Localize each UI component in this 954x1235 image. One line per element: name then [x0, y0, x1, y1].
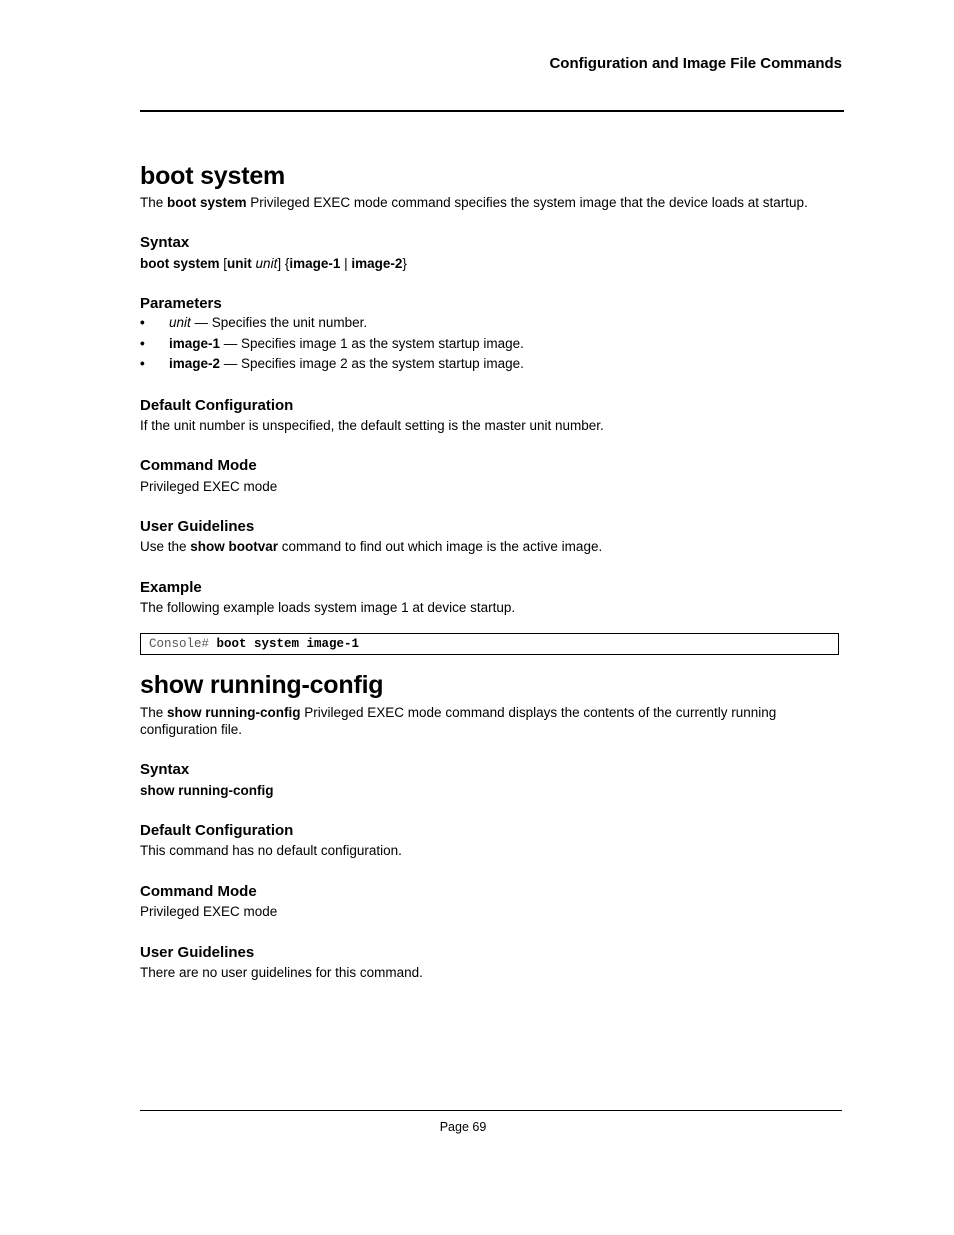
show-running-config-syntax: show running-config	[140, 783, 274, 798]
footer-rule	[140, 1110, 842, 1111]
running-header: Configuration and Image File Commands	[549, 55, 842, 72]
bullet-icon: •	[140, 356, 145, 371]
boot-system-syntax: boot system [unit unit] {image-1 | image-2}	[140, 256, 407, 271]
header-rule	[140, 110, 844, 112]
section-title-boot-system: boot system	[140, 162, 286, 190]
default-config-heading: Default Configuration	[140, 397, 294, 414]
user-guidelines-text: There are no user guidelines for this command.	[140, 965, 423, 980]
bullet-icon: •	[140, 336, 145, 351]
user-guidelines-text: Use the show bootvar command to find out which image is the active image.	[140, 539, 603, 554]
bullet-icon: •	[140, 315, 145, 330]
syntax-heading: Syntax	[140, 761, 190, 778]
syntax-heading: Syntax	[140, 234, 190, 251]
command-mode-heading: Command Mode	[140, 457, 257, 474]
code-example: Console# boot system image-1	[149, 637, 360, 651]
command-mode-text: Privileged EXEC mode	[140, 479, 278, 494]
command-mode-text: Privileged EXEC mode	[140, 904, 278, 919]
default-config-text: This command has no default configuration.	[140, 843, 402, 858]
boot-system-intro: The boot system Privileged EXEC mode command specifies the system image that the device loads at startup.	[140, 195, 808, 210]
user-guidelines-heading: User Guidelines	[140, 944, 255, 961]
example-heading: Example	[140, 579, 202, 596]
page-number: Page 69	[439, 1120, 487, 1134]
default-config-text: If the unit number is unspecified, the default setting is the master unit number.	[140, 418, 604, 433]
show-running-config-intro: The show running-config Privileged EXEC mode command displays the contents of the currently running configuration file.	[140, 705, 777, 737]
user-guidelines-heading: User Guidelines	[140, 518, 255, 535]
example-text: The following example loads system image 1 at device startup.	[140, 600, 516, 615]
section-title-show-running-config: show running-config	[140, 671, 384, 699]
code-example-box	[140, 633, 839, 655]
default-config-heading: Default Configuration	[140, 822, 294, 839]
parameters-heading: Parameters	[140, 295, 222, 312]
command-mode-heading: Command Mode	[140, 883, 257, 900]
